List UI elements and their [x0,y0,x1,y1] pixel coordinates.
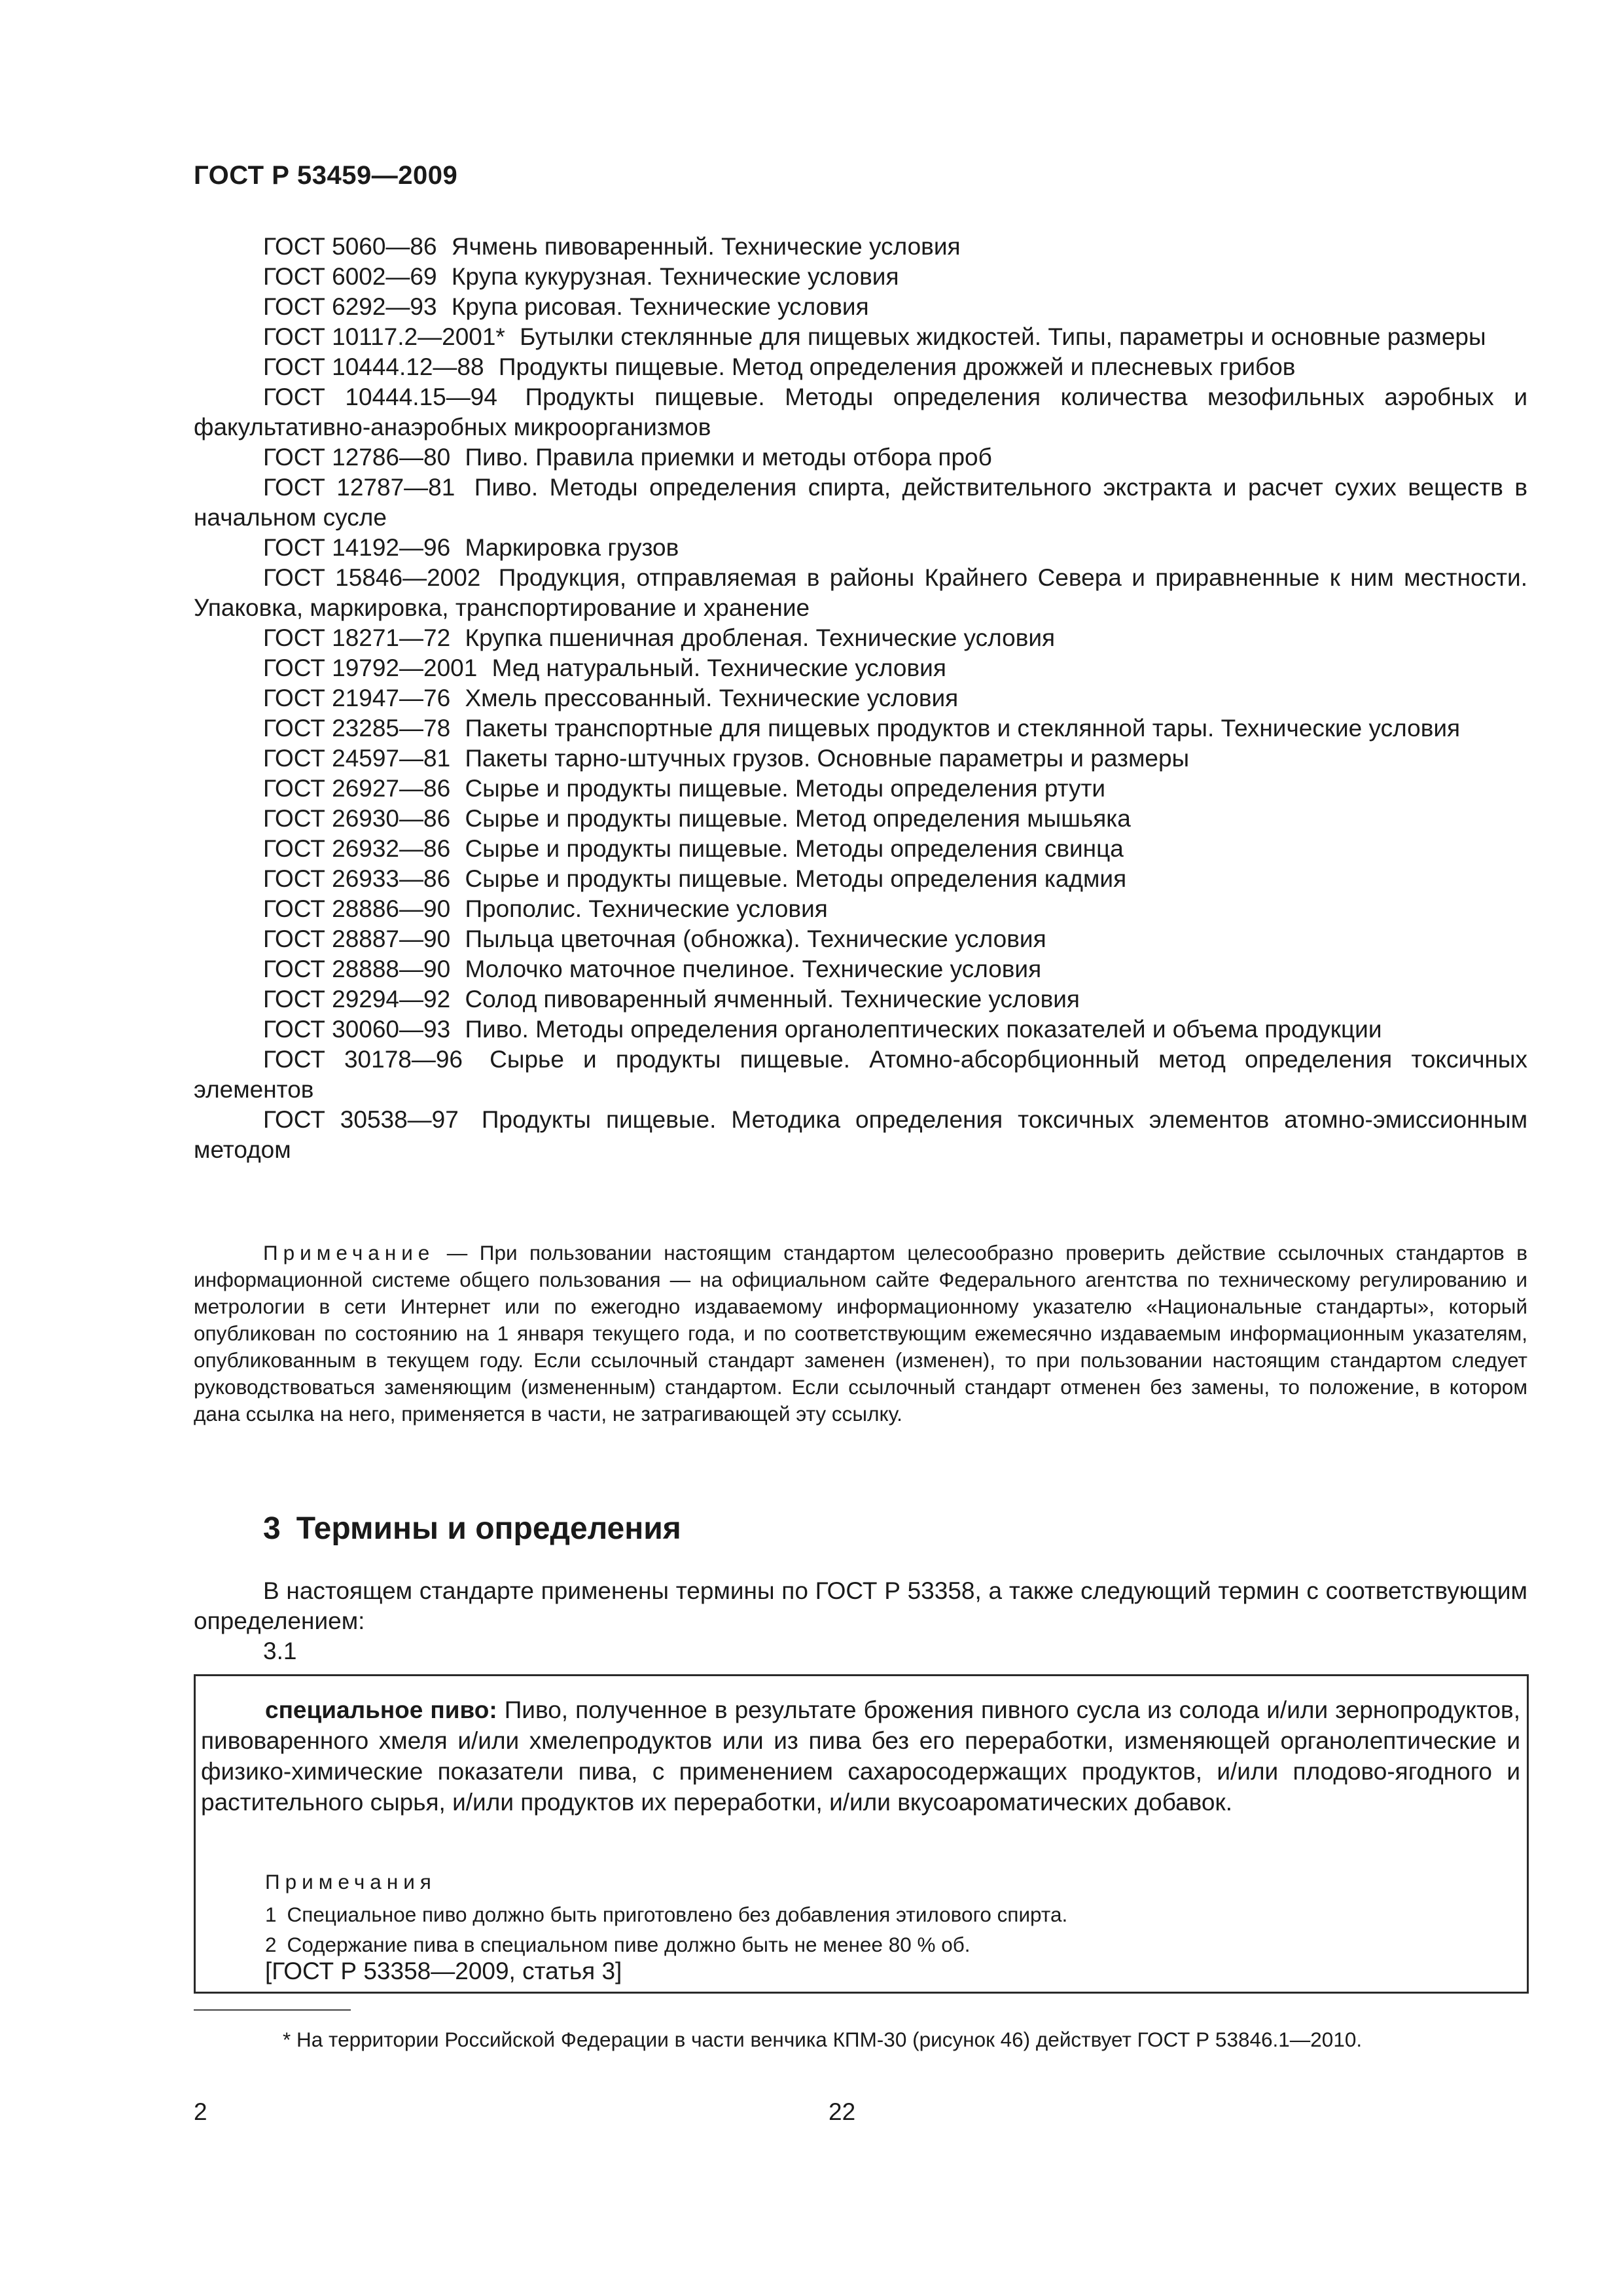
reference-item [194,623,1527,653]
references-note [194,1240,1527,1427]
note-label: Примечание [263,1241,435,1265]
reference-title: Продукты пищевые. Методика определения токсичных элементов атомно-эмиссионным методом [194,1106,1528,1163]
section-heading [263,1511,681,1547]
term-definition-box [194,1674,1529,1994]
reference-title: Солод пивоваренный ячменный. Технические условия [465,986,1080,1013]
reference-code: ГОСТ 12787—81 [263,474,455,501]
reference-item [194,352,1527,382]
reference-title: Пыльца цветочная (обножка). Технические условия [465,925,1046,952]
reference-item [194,653,1527,683]
term-source: [ГОСТ Р 53358—2009, статья 3] [265,1958,622,1984]
term-note-text: Специальное пиво должно быть приготовлено без добавления этилового спирта. [287,1903,1068,1926]
page-number-left: 2 [194,2098,207,2125]
term-note-number: 2 [265,1933,277,1956]
reference-code: ГОСТ 26932—86 [263,835,451,862]
reference-title: Крупа кукурузная. Технические условия [451,263,899,290]
reference-title: Сырье и продукты пищевые. Метод определения мышьяка [465,805,1131,832]
reference-item [194,804,1527,834]
reference-title: Мед натуральный. Технические условия [491,655,946,681]
term-note-text: Содержание пива в специальном пиве должно быть не менее 80 % об. [287,1933,971,1956]
reference-code: ГОСТ 10444.12—88 [263,353,484,380]
reference-title: Бутылки стеклянные для пищевых жидкостей. Типы, параметры и основные размеры [520,323,1486,350]
reference-code: ГОСТ 15846—2002 [263,564,481,591]
section-number: 3 [263,1511,281,1546]
reference-code: ГОСТ 30060—93 [263,1016,451,1043]
reference-title: Продукция, отправляемая в районы Крайнего Севера и приравненные к ним местности. Упаковка, маркировка, транспортирование и хранение [194,564,1528,621]
reference-title: Пакеты тарно-штучных грузов. Основные параметры и размеры [465,745,1190,772]
normative-references-list [194,232,1527,1165]
reference-item [194,262,1527,292]
term-note [265,1903,1067,1927]
reference-code: ГОСТ 19792—2001 [263,655,478,681]
reference-code: ГОСТ 24597—81 [263,745,451,772]
reference-title: Пиво. Правила приемки и методы отбора проб [465,444,992,471]
reference-title: Хмель прессованный. Технические условия [465,685,959,711]
note-dash: — [435,1241,480,1265]
reference-title: Пиво. Методы определения спирта, действительного экстракта и расчет сухих веществ в начальном сусле [194,474,1527,531]
section-title-text: Термины и определения [296,1511,681,1546]
reference-title: Прополис. Технические условия [465,895,828,922]
reference-code: ГОСТ 26930—86 [263,805,451,832]
reference-title: Сырье и продукты пищевые. Методы определения кадмия [465,865,1127,892]
reference-item [194,563,1527,623]
reference-code: ГОСТ 30538—97 [263,1106,459,1133]
reference-code: ГОСТ 29294—92 [263,986,451,1013]
term-note-number: 1 [265,1903,277,1926]
reference-title: Пиво. Методы определения органолептических показателей и объема продукции [465,1016,1382,1043]
reference-item [194,984,1527,1014]
reference-item [194,322,1527,352]
reference-title: Пакеты транспортные для пищевых продуктов и стеклянной тары. Технические условия [465,715,1461,742]
reference-title: Сырье и продукты пищевые. Методы определения ртути [465,775,1106,802]
term-definition [201,1695,1520,1818]
note-text: При пользовании настоящим стандартом целесообразно проверить действие ссылочных стандартов в информационной системе общего пользования — на официальном сайте Федерального агентства по техническому регулированию и метрологии в сети Интернет или по ежегодно издаваемому информационному указателю «Национальные стандарты», который опубликован по состоянию на 1 января текущего года, и по соответствующим ежемесячно издаваемым информационным указателям, опубликованным в текущем году. Если ссылочный стандарт заменен (изменен), то при пользовании настоящим стандартом следует руководствоваться заменяющим (измененным) стандартом. Если ссылочный стандарт отменен без замены, то положение, в котором дана ссылка на него, применяется в части, не затрагивающей эту ссылку. [194,1241,1527,1426]
reference-code: ГОСТ 12786—80 [263,444,451,471]
reference-code: ГОСТ 28888—90 [263,956,451,982]
reference-title: Сырье и продукты пищевые. Атомно-абсорбционный метод определения токсичных элементов [194,1046,1527,1103]
reference-code: ГОСТ 28886—90 [263,895,451,922]
reference-title: Молочко маточное пчелиное. Технические условия [465,956,1042,982]
reference-code: ГОСТ 18271—72 [263,624,451,651]
reference-code: ГОСТ 26927—86 [263,775,451,802]
reference-item [194,473,1527,533]
term-name: специальное пиво: [265,1696,497,1723]
term-definition-text: Пиво, полученное в результате брожения пивного сусла из солода и/или зернопродуктов, пивоваренного хмеля и/или хмелепродуктов или из пива без его переработки, изменяющей органолептические и физико-химические показатели пива, с применением сахаросодержащих продуктов, и/или плодово-ягодного и растительного сырья, и/или продуктов их переработки, и/или вкусоароматических добавок. [201,1696,1520,1816]
reference-item [194,834,1527,864]
reference-code: ГОСТ 26933—86 [263,865,451,892]
reference-title: Продукты пищевые. Метод определения дрожжей и плесневых грибов [498,353,1296,380]
clause-number: 3.1 [263,1638,297,1664]
reference-item [194,382,1527,442]
reference-item [194,774,1527,804]
reference-code: ГОСТ 28887—90 [263,925,451,952]
reference-title: Маркировка грузов [465,534,679,561]
reference-item [194,1045,1527,1105]
footnote: * На территории Российской Федерации в части венчика КПМ-30 (рисунок 46) действует ГОСТ Р 53846.1—2010. [283,2028,1363,2051]
reference-item [194,954,1527,984]
reference-title: Продукты пищевые. Методы определения количества мезофильных аэробных и факультативно-анаэробных микроорганизмов [194,384,1528,440]
reference-item [194,533,1527,563]
reference-code: ГОСТ 5060—86 [263,233,437,260]
reference-item [194,864,1527,894]
term-notes-title: Примечания [265,1870,437,1893]
reference-item [194,924,1527,954]
reference-item [194,744,1527,774]
reference-code: ГОСТ 21947—76 [263,685,451,711]
footnote-divider [194,2009,351,2011]
reference-title: Крупа рисовая. Технические условия [451,293,869,320]
reference-code: ГОСТ 30178—96 [263,1046,463,1073]
reference-code: ГОСТ 10444.15—94 [263,384,497,410]
reference-code: ГОСТ 14192—96 [263,534,451,561]
document-header: ГОСТ Р 53459—2009 [194,161,458,190]
reference-title: Ячмень пивоваренный. Технические условия [451,233,961,260]
reference-code: ГОСТ 10117.2—2001* [263,323,505,350]
term-note [265,1933,971,1957]
reference-code: ГОСТ 6002—69 [263,263,437,290]
reference-item [194,894,1527,924]
reference-item [194,713,1527,744]
page-number-center: 22 [829,2098,856,2125]
reference-item [194,1105,1527,1165]
reference-code: ГОСТ 23285—78 [263,715,451,742]
reference-code: ГОСТ 6292—93 [263,293,437,320]
reference-title: Крупка пшеничная дробленая. Технические условия [465,624,1056,651]
reference-item [194,232,1527,262]
reference-item [194,442,1527,473]
reference-item [194,1014,1527,1045]
reference-item [194,292,1527,322]
reference-item [194,683,1527,713]
section-intro: В настоящем стандарте применены термины по ГОСТ Р 53358, а также следующий термин с соответствующим определением: [194,1577,1527,1634]
reference-title: Сырье и продукты пищевые. Методы определения свинца [465,835,1124,862]
